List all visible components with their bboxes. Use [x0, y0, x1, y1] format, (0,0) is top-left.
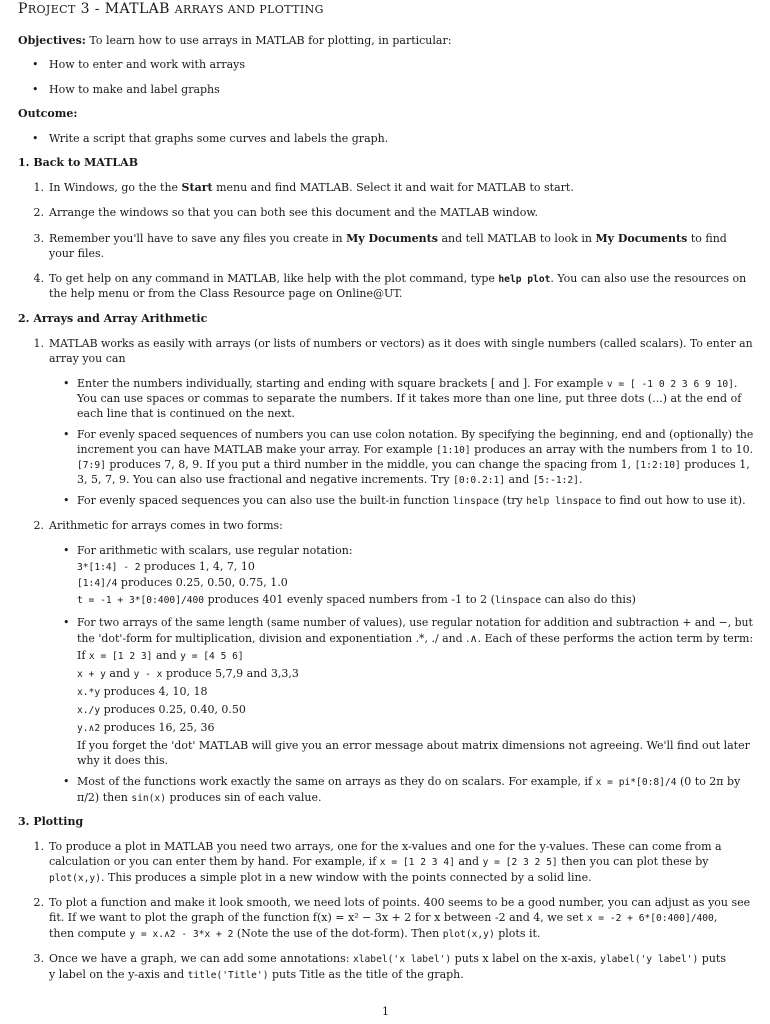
text-span: (try	[499, 494, 527, 507]
code-span: y = [4 5 6]	[180, 651, 244, 662]
code-span: plot(x,y)	[49, 873, 101, 884]
text-span: plots it.	[494, 927, 541, 940]
text-span: . This produces a simple plot in a new window with the points connected by a solid line.	[100, 871, 592, 884]
text-span: Remember you'll have to save any files you create in	[49, 232, 347, 245]
list-item-continuation	[49, 967, 464, 984]
code-span: [1:10]	[436, 445, 471, 456]
list-number: 1.	[33, 840, 44, 853]
text-span: produces 401 evenly spaced numbers from -1 to 2 (	[204, 593, 495, 606]
list-item-continuation	[77, 592, 636, 609]
text-span: (0 to 2π by	[676, 775, 741, 788]
text-span: produces 7, 8, 9. If you put a third number in the middle, you can change the spacing from 1,	[105, 458, 635, 471]
code-span: 3*[1:4] - 2	[77, 562, 141, 573]
title-smallcaps-1: ROJECT	[27, 3, 76, 16]
list-item: For two arrays of the same length (same number of values), use regular notation for addition and subtraction + and −, but	[77, 616, 753, 629]
text-span: .	[733, 377, 738, 390]
text-span: and	[152, 649, 181, 662]
page-title	[18, 0, 324, 19]
list-number: 1.	[33, 181, 44, 194]
list-item-continuation: the 'dot'-form for multiplication, division and exponentiation .*, ./ and .∧. Each of these performs the action term by term:	[77, 632, 754, 645]
code-span: [1:4]/4	[77, 578, 118, 589]
list-item: To plot a function and make it look smooth, we need lots of points. 400 seems to be a good number, you can adjust as you see	[49, 896, 751, 909]
text-span: produces 4, 10, 18	[100, 685, 208, 698]
page-number: 1	[382, 1005, 389, 1018]
list-item	[77, 493, 746, 510]
list-number: 2.	[33, 896, 44, 909]
text-span: and	[454, 855, 483, 868]
list-item-continuation: You can use spaces or commas to separate the numbers. If it takes more than one line, put three dots (...) at the end of	[77, 392, 742, 405]
list-item-continuation: array you can	[49, 352, 126, 365]
text-span: produces an array with the numbers from 1 to 10.	[470, 443, 754, 456]
text-span: If	[77, 649, 89, 662]
code-span: x = -2 + 6*[0:400]/400	[586, 913, 714, 924]
code-span: y = [2 3 2 5]	[482, 857, 558, 868]
code-span: help linspace	[526, 496, 602, 507]
text-span: can also do this)	[541, 593, 636, 606]
text-span: menu and find MATLAB. Select it and wait for MATLAB to start.	[212, 181, 574, 194]
title-middle: 3 - MATLAB	[75, 1, 175, 17]
text-span: y label on the y-axis and	[49, 968, 188, 981]
bullet-icon: •	[32, 132, 39, 145]
list-item	[49, 231, 727, 247]
text-span: then you can plot these by	[557, 855, 709, 868]
code-span: y.∧2	[77, 723, 101, 734]
text-span-bold: Start	[181, 181, 213, 194]
code-span: x.*y	[77, 687, 101, 698]
text-span: and tell MATLAB to look in	[437, 232, 596, 245]
code-span: [1:2:10]	[634, 460, 681, 471]
code-span: sin(x)	[131, 793, 166, 804]
code-span: [7:9]	[77, 460, 106, 471]
text-span: puts	[698, 952, 726, 965]
text-span: then compute	[49, 927, 130, 940]
outcome-item: Write a script that graphs some curves and labels the graph.	[49, 132, 389, 145]
text-span: Most of the functions work exactly the same on arrays as they do on scalars. For example, if	[77, 775, 596, 788]
list-item-continuation	[49, 910, 717, 927]
list-item-continuation	[49, 926, 540, 943]
list-number: 4.	[33, 272, 44, 285]
list-number: 1.	[33, 337, 44, 350]
text-span: . You can also use the resources on	[550, 272, 747, 285]
list-item-continuation	[77, 790, 321, 807]
title-initial: P	[18, 1, 28, 17]
code-span: [5:-1:2]	[532, 475, 579, 486]
list-number: 3.	[33, 952, 44, 965]
list-item: Arithmetic for arrays comes in two forms:	[49, 519, 283, 532]
text-span: to find	[687, 232, 727, 245]
text-span: Enter the numbers individually, starting and ending with square brackets [ and ]. For example	[77, 377, 607, 390]
bullet-icon: •	[63, 428, 70, 441]
list-item-continuation	[77, 702, 246, 719]
text-span: produces sin of each value.	[165, 791, 322, 804]
text-span: produce 5,7,9 and 3,3,3	[162, 667, 299, 680]
code-span: xlabel('x label')	[352, 954, 452, 965]
text-span: 3, 5, 7, 9. You can also use fractional and negative increments. Try	[77, 473, 454, 486]
code-span: linspace	[494, 595, 542, 606]
list-item: To produce a plot in MATLAB you need two arrays, one for the x-values and one for the y-values. These can come from a	[49, 840, 722, 853]
text-span: produces 16, 25, 36	[100, 721, 215, 734]
text-span: π/2) then	[77, 791, 132, 804]
code-span: x = pi*[0:8]/4	[595, 777, 677, 788]
list-item	[49, 951, 726, 968]
list-item-continuation: each line that is continued on the next.	[77, 407, 296, 420]
outcome-label: Outcome:	[18, 107, 78, 120]
list-item-continuation	[77, 648, 244, 665]
code-span: plot(x,y)	[442, 929, 495, 940]
code-span: [0:0.2:1]	[453, 475, 506, 486]
list-number: 2.	[33, 519, 44, 532]
text-span: In Windows, go the the	[49, 181, 182, 194]
section-heading: 1. Back to MATLAB	[18, 156, 138, 169]
text-span: and	[105, 667, 134, 680]
text-span: .	[578, 473, 583, 486]
code-span: x./y	[77, 705, 101, 716]
code-span: v = [ -1 0 2 3 6 9 10]	[606, 379, 734, 390]
code-span: title('Title')	[187, 970, 269, 981]
title-smallcaps-2: ARRAYS AND PLOTTING	[174, 3, 324, 16]
list-item-continuation	[77, 472, 582, 489]
bullet-icon: •	[32, 58, 39, 71]
text-span: and	[505, 473, 533, 486]
code-span: y - x	[133, 669, 163, 680]
text-span: To get help on any command in MATLAB, like help with the plot command, type	[49, 272, 499, 285]
code-span: x + y	[77, 669, 106, 680]
code-span: y = x.∧2 - 3*x + 2	[129, 929, 234, 940]
text-span: For evenly spaced sequences you can also use the built-in function	[77, 494, 453, 507]
code-span: ylabel('y label')	[600, 954, 699, 965]
objective-item: How to make and label graphs	[49, 83, 220, 96]
objective-item: How to enter and work with arrays	[49, 58, 246, 71]
list-item: For evenly spaced sequences of numbers you can use colon notation. By specifying the beginning, end and (optionally) the	[77, 428, 754, 441]
list-item-continuation	[77, 684, 207, 701]
bullet-icon: •	[63, 775, 70, 788]
text-span: produces 0.25, 0.40, 0.50	[100, 703, 246, 716]
text-span: ,	[713, 911, 718, 924]
list-item-continuation	[77, 720, 214, 737]
text-span: puts Title as the title of the graph.	[268, 968, 464, 981]
text-span: fit. If we want to plot the graph of the function f(x) = x² − 3x + 2 for x between -2 and 4, we set	[49, 911, 587, 924]
code-span: help plot	[498, 274, 551, 285]
text-span: produces 0.25, 0.50, 0.75, 1.0	[117, 576, 288, 589]
text-span: puts x label on the x-axis,	[451, 952, 601, 965]
bullet-icon: •	[63, 544, 70, 557]
list-item	[49, 180, 574, 196]
objectives-line	[18, 33, 451, 49]
list-item-continuation: If you forget the 'dot' MATLAB will give you an error message about matrix dimensions not agreeing. We'll find out later	[77, 739, 750, 752]
list-item: For arithmetic with scalars, use regular notation:	[77, 544, 353, 557]
text-span: increment you can have MATLAB make your array. For example	[77, 443, 437, 456]
code-span: t = -1 + 3*[0:400]/400	[77, 595, 205, 606]
list-item-continuation: your files.	[49, 247, 105, 260]
objectives-text: To learn how to use arrays in MATLAB for plotting, in particular:	[89, 34, 452, 47]
list-item-continuation	[77, 575, 288, 592]
text-span: to find out how to use it).	[601, 494, 746, 507]
list-item: MATLAB works as easily with arrays (or lists of numbers or vectors) as it does with single numbers (called scalars). To enter an	[49, 337, 753, 350]
list-item: Arrange the windows so that you can both see this document and the MATLAB window.	[49, 206, 538, 219]
bullet-icon: •	[63, 494, 70, 507]
objectives-label: Objectives:	[18, 34, 86, 47]
list-item-continuation	[77, 666, 299, 683]
list-item-continuation	[49, 870, 592, 887]
list-number: 2.	[33, 206, 44, 219]
list-item-continuation	[49, 854, 709, 871]
text-span: produces 1, 4, 7, 10	[140, 560, 255, 573]
list-number: 3.	[33, 232, 44, 245]
section-heading: 3. Plotting	[18, 815, 84, 828]
bullet-icon: •	[63, 616, 70, 629]
text-span: calculation or you can enter them by hand. For example, if	[49, 855, 380, 868]
text-span: (Note the use of the dot-form). Then	[233, 927, 443, 940]
code-span: x = [1 2 3]	[88, 651, 153, 662]
section-heading: 2. Arrays and Array Arithmetic	[18, 312, 208, 325]
code-span: x = [1 2 3 4]	[379, 857, 455, 868]
text-span: produces 1,	[680, 458, 750, 471]
bullet-icon: •	[32, 83, 39, 96]
text-span-bold: My Documents	[346, 232, 438, 245]
list-item-continuation: why it does this.	[77, 754, 169, 767]
text-span-bold: My Documents	[595, 232, 688, 245]
list-item-continuation	[77, 559, 255, 576]
code-span: linspace	[452, 496, 500, 507]
list-item	[77, 774, 740, 791]
bullet-icon: •	[63, 377, 70, 390]
text-span: Once we have a graph, we can add some annotations:	[49, 952, 353, 965]
list-item-continuation: the help menu or from the Class Resource page on Online@UT.	[49, 287, 403, 300]
